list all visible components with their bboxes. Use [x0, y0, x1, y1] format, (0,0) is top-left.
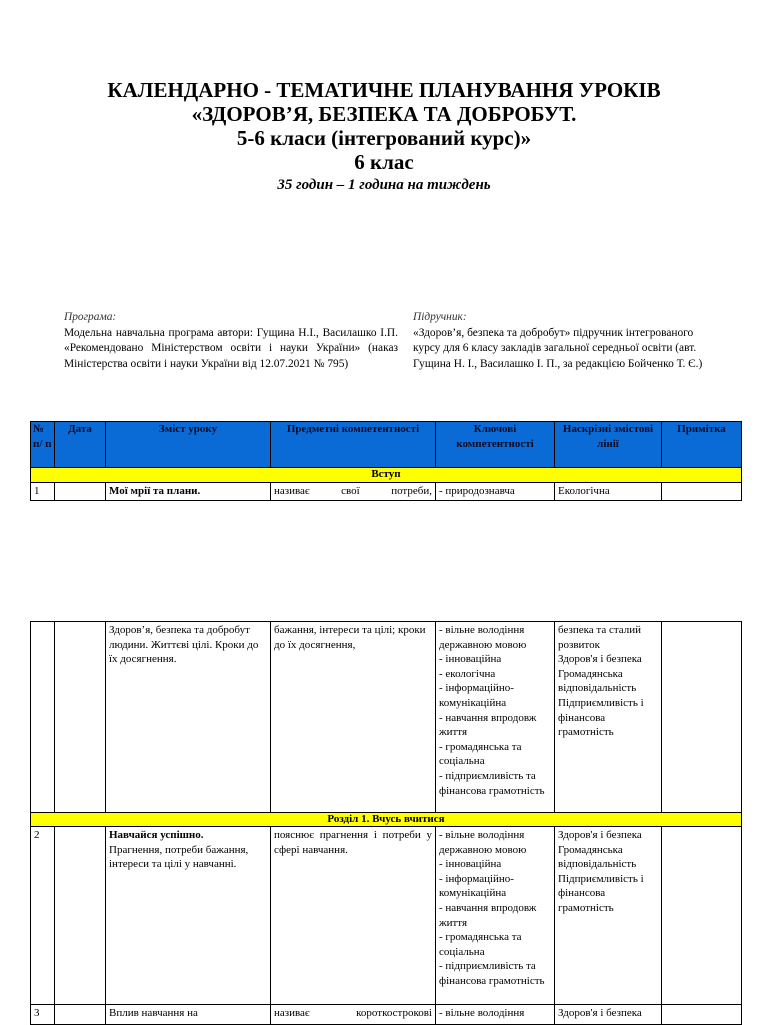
header-date: Дата [55, 422, 106, 468]
table-row [31, 827, 742, 1005]
row2-lines: Здоров'я і безпека Громадянська відповідальність Підприємливість і фінансова грамотність [555, 827, 662, 1005]
header-content: Зміст уроку [106, 422, 271, 468]
row2-content-text: Прагнення, потреби бажання, інтереси та цілі у навчанні. [109, 843, 249, 871]
title-line-4: 6 клас [354, 150, 414, 174]
section-1: Розділ 1. Вчусь вчитися [31, 813, 742, 827]
row2-num: 2 [31, 827, 55, 1005]
row3-lines: Здоров'я і безпека [555, 1005, 662, 1025]
row1c-key: - вільне володіння державною мовою - інноваційна - екологічна - інформаційно-комунікаційна - навчання впродовж життя - громадянська та соціальна - підприємливість та фінансова грамотність [436, 622, 555, 813]
row1c-note [662, 622, 742, 813]
row1-subject: називає свої потреби, [271, 483, 436, 501]
row2-content-title: Навчайся успішно. [109, 829, 204, 841]
section-row [31, 468, 742, 483]
row3-subject: називає короткострокові [271, 1005, 436, 1025]
program-label: Програма: [64, 311, 117, 323]
header-num: № п/ п [31, 422, 55, 468]
header-key: Ключові компетентності [436, 422, 555, 468]
title-line-2: «ЗДОРОВ’Я, БЕЗПЕКА ТА ДОБРОБУТ. [191, 102, 577, 126]
row1c-lines: безпека та сталий розвиток Здоров'я і безпека Громадянська відповідальність Підприємливість і фінансова грамотність [555, 622, 662, 813]
lesson-table-continued [30, 621, 742, 1025]
section-row [31, 813, 742, 827]
row3-key: - вільне володіння [436, 1005, 555, 1025]
header-lines: Наскрізні змістові лінії [555, 422, 662, 468]
program-text: Модельна навчальна програма автори: Гущина Н.І., Василашко І.П. «Рекомендовано Міністерством освіти і науки України» (наказ Міністерства освіти і науки України від 12.07.2021 № 795) [64, 326, 398, 370]
title-line-3: 5-6 класи (інтегрований курс)» [236, 126, 532, 150]
row2-key: - вільне володіння державною мовою - інноваційна - інформаційно-комунікаційна - навчання впродовж життя - громадянська та соціальна - підприємливість та фінансова грамотність [436, 827, 555, 1005]
lesson-table-top [30, 421, 742, 501]
row3-note [662, 1005, 742, 1025]
row1-key: - природознавча [436, 483, 555, 501]
title-line-1: КАЛЕНДАРНО - ТЕМАТИЧНЕ ПЛАНУВАННЯ УРОКІВ [107, 78, 661, 102]
row1-num: 1 [31, 483, 55, 501]
row1-note [662, 483, 742, 501]
title-subtitle: 35 годин – 1 година на тиждень [277, 177, 491, 193]
row3-date [55, 1005, 106, 1025]
row1c-content: Здоров’я, безпека та добробут людини. Життєві цілі. Кроки до їх досягнення. [106, 622, 271, 813]
row1-content: Мої мрії та плани. [106, 483, 271, 501]
row2-subject: пояснює прагнення і потреби у сфері навчання. [271, 827, 436, 1005]
table-header-row [31, 422, 742, 468]
program-info [64, 310, 398, 372]
table-row [31, 1005, 742, 1025]
textbook-line-1: «Здоров’я, безпека та добробут» підручник інтегрованого [413, 326, 694, 339]
row1-lines: Екологічна [555, 483, 662, 501]
row1c-date [55, 622, 106, 813]
header-note: Примітка [662, 422, 742, 468]
document-title [0, 78, 768, 196]
header-subject: Предметні компетентності [271, 422, 436, 468]
row3-content: Вплив навчання на [106, 1005, 271, 1025]
row2-note [662, 827, 742, 1005]
row1c-num [31, 622, 55, 813]
row1c-subject: бажання, інтереси та цілі; кроки до їх досягнення, [271, 622, 436, 813]
textbook-line-3: Гущина Н. І., Василашко І. П., за редакцією Бойченко Т. Є.) [413, 357, 703, 370]
textbook-line-2: курсу для 6 класу закладів загальної середньої освіти (авт. [413, 342, 697, 354]
row3-num: 3 [31, 1005, 55, 1025]
table-row [31, 622, 742, 813]
textbook-label: Підручник: [413, 311, 467, 323]
row2-date [55, 827, 106, 1005]
row1-date [55, 483, 106, 501]
table-row [31, 483, 742, 501]
section-intro: Вступ [31, 468, 742, 483]
textbook-info [413, 310, 743, 372]
row2-content [106, 827, 271, 1005]
